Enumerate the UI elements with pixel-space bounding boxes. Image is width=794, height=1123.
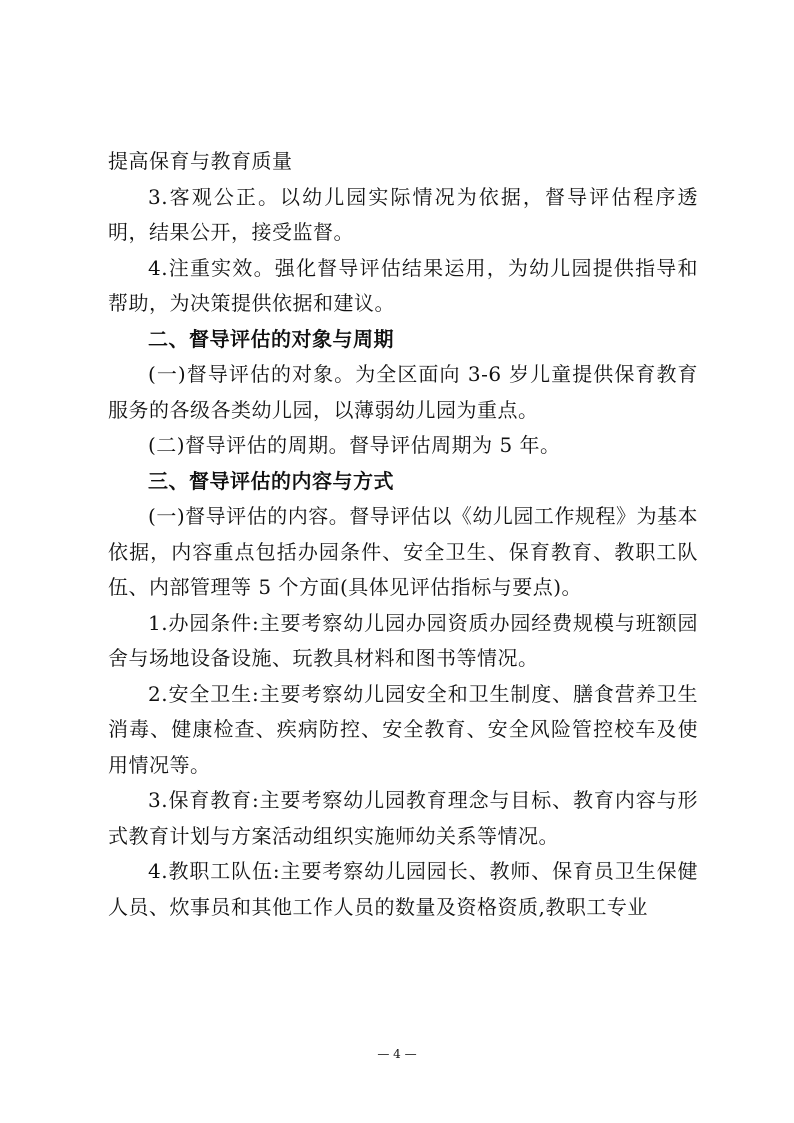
paragraph-continuation: 提高保育与教育质量 bbox=[108, 149, 293, 173]
paragraph-item-conditions: 1.办园条件:主要考察幼儿园办园资质办园经费规模与班额园舍与场地设备设施、玩教具材料和图书等情况。 bbox=[108, 610, 698, 670]
section-heading-content-method: 三、督导评估的内容与方式 bbox=[148, 468, 394, 493]
paragraph-evaluation-content: (一)督导评估的内容。督导评估以《幼儿园工作规程》为基本依据，内容重点包括办园条件、安全卫生、保育教育、教职工队伍、内部管理等 5 个方面(具体见评估指标与要点)。 bbox=[108, 504, 698, 599]
paragraph-evaluation-target: (一)督导评估的对象。为全区面向 3-6 岁儿童提供保育教育服务的各级各类幼儿园，以薄弱幼儿园为重点。 bbox=[108, 362, 698, 422]
paragraph-item-effectiveness: 4.注重实效。强化督导评估结果运用，为幼儿园提供指导和帮助，为决策提供依据和建议。 bbox=[108, 255, 698, 315]
paragraph-item-care-education: 3.保育教育:主要考察幼儿园教育理念与目标、教育内容与形式教育计划与方案活动组织实施师幼关系等情况。 bbox=[108, 788, 698, 848]
page-number: — 4 — bbox=[377, 1047, 417, 1061]
paragraph-evaluation-cycle: (二)督导评估的周期。督导评估周期为 5 年。 bbox=[148, 433, 561, 457]
paragraph-item-objective-fair: 3.客观公正。以幼儿园实际情况为依据，督导评估程序透明，结果公开，接受监督。 bbox=[108, 184, 698, 244]
paragraph-item-safety-health: 2.安全卫生:主要考察幼儿园安全和卫生制度、膳食营养卫生消毒、健康检查、疾病防控、安全教育、安全风险管控校车及使用情况等。 bbox=[108, 681, 698, 777]
document-body bbox=[108, 144, 698, 925]
section-heading-target-cycle: 二、督导评估的对象与周期 bbox=[148, 326, 394, 351]
paragraph-item-staff: 4.教职工队伍:主要考察幼儿园园长、教师、保育员卫生保健人员、炊事员和其他工作人员的数量及资格资质,教职工专业 bbox=[108, 859, 698, 919]
